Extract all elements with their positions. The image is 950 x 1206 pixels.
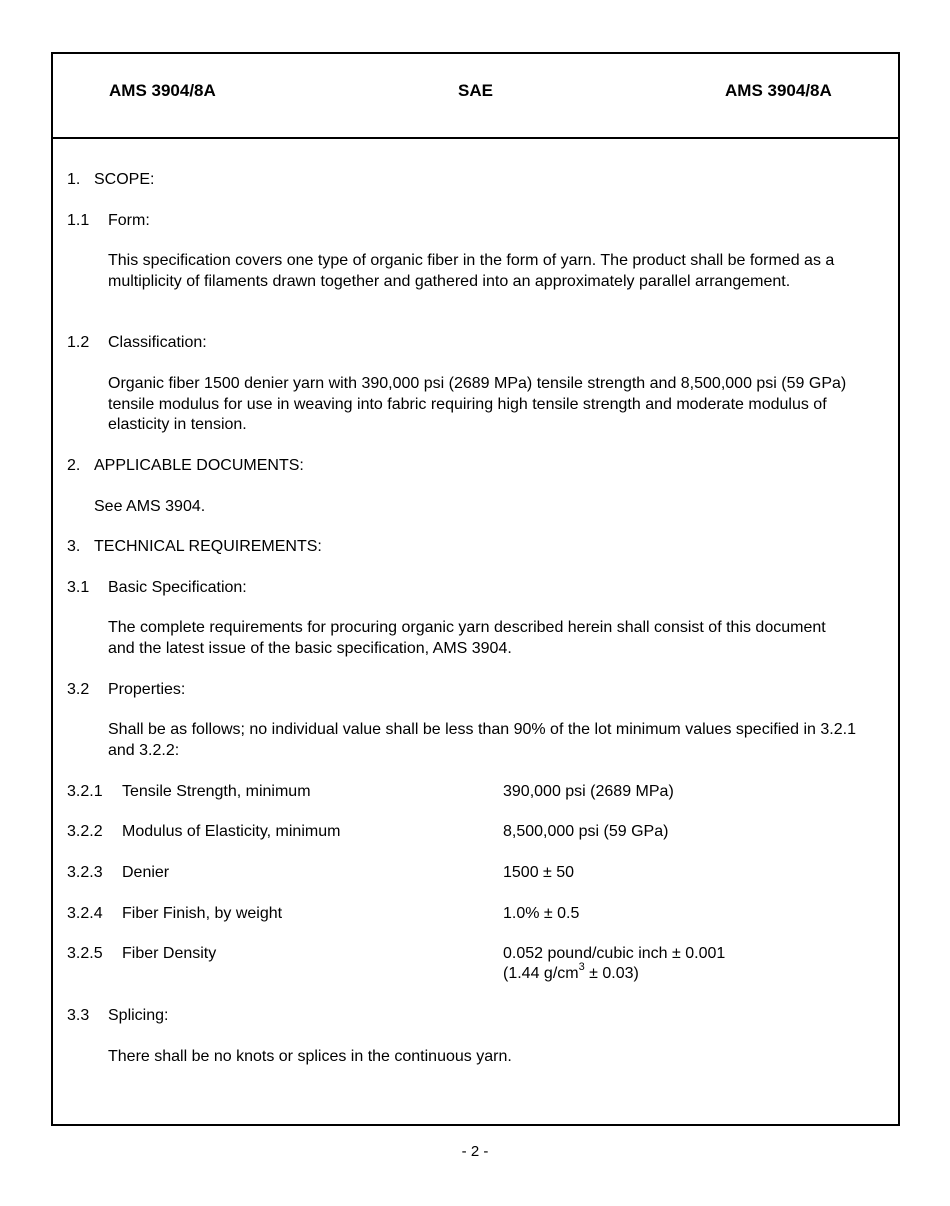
section-title: Classification:: [108, 334, 207, 351]
property-value: 8,500,000 psi (59 GPa): [503, 823, 669, 840]
section-number: 3.: [67, 538, 81, 555]
property-name: Tensile Strength, minimum: [122, 783, 311, 800]
property-value: 0.052 pound/cubic inch ± 0.001: [503, 945, 726, 962]
section-title: Splicing:: [108, 1007, 169, 1024]
section-title: APPLICABLE DOCUMENTS:: [94, 457, 304, 474]
section-title: SCOPE:: [94, 171, 155, 188]
section-number: 1.1: [67, 212, 90, 229]
basic-specification-paragraph: The complete requirements for procuring organic yarn described herein shall consist of this document and the latest issue of the basic specification, AMS 3904.: [108, 619, 826, 657]
section-number: 3.3: [67, 1007, 90, 1024]
property-number: 3.2.5: [67, 945, 103, 962]
header-spec-number-right: AMS 3904/8A: [725, 81, 832, 100]
property-name: Denier: [122, 864, 170, 881]
section-title: Basic Specification:: [108, 579, 247, 596]
section-number: 3.2: [67, 681, 90, 698]
property-value: 1500 ± 50: [503, 864, 575, 881]
property-value-metric: [503, 960, 639, 985]
section-title: Form:: [108, 212, 150, 229]
section-number: 1.: [67, 171, 81, 188]
property-name: Fiber Finish, by weight: [122, 905, 283, 922]
section-title: TECHNICAL REQUIREMENTS:: [94, 538, 322, 555]
property-number: 3.2.4: [67, 905, 103, 922]
section-title: Properties:: [108, 681, 186, 698]
property-value: 390,000 psi (2689 MPa): [503, 783, 674, 800]
section-number: 1.2: [67, 334, 90, 351]
property-name: Modulus of Elasticity, minimum: [122, 823, 341, 840]
section-number: 2.: [67, 457, 81, 474]
properties-paragraph: Shall be as follows; no individual value shall be less than 90% of the lot minimum values specified in 3.2.1 and 3.2.2:: [108, 721, 856, 759]
document-header: [53, 54, 898, 139]
property-number: 3.2.2: [67, 823, 103, 840]
page-number: - 2 -: [461, 1143, 489, 1160]
property-number: 3.2.1: [67, 783, 103, 800]
section-number: 3.1: [67, 579, 90, 596]
metric-value-suffix: ± 0.03): [584, 965, 639, 982]
metric-value-prefix: (1.44 g/cm: [503, 965, 579, 982]
property-value: 1.0% ± 0.5: [503, 905, 580, 922]
superscript-exponent: 3: [578, 960, 585, 973]
classification-paragraph: Organic fiber 1500 denier yarn with 390,000 psi (2689 MPa) tensile strength and 8,500,000 psi (59 GPa) tensile modulus for use in weaving into fabric requiring high tensile strength and moderate modulus of elasticity in tension.: [108, 375, 847, 433]
form-paragraph: This specification covers one type of organic fiber in the form of yarn. The product shall be formed as a multiplicity of filaments drawn together and gathered into an approximately parallel arrangement.: [108, 252, 835, 290]
header-spec-number-left: AMS 3904/8A: [109, 81, 216, 100]
header-organization: SAE: [458, 81, 493, 100]
property-name: Fiber Density: [122, 945, 217, 962]
property-number: 3.2.3: [67, 864, 103, 881]
splicing-text: There shall be no knots or splices in the continuous yarn.: [108, 1048, 512, 1065]
applicable-documents-text: See AMS 3904.: [94, 498, 206, 515]
